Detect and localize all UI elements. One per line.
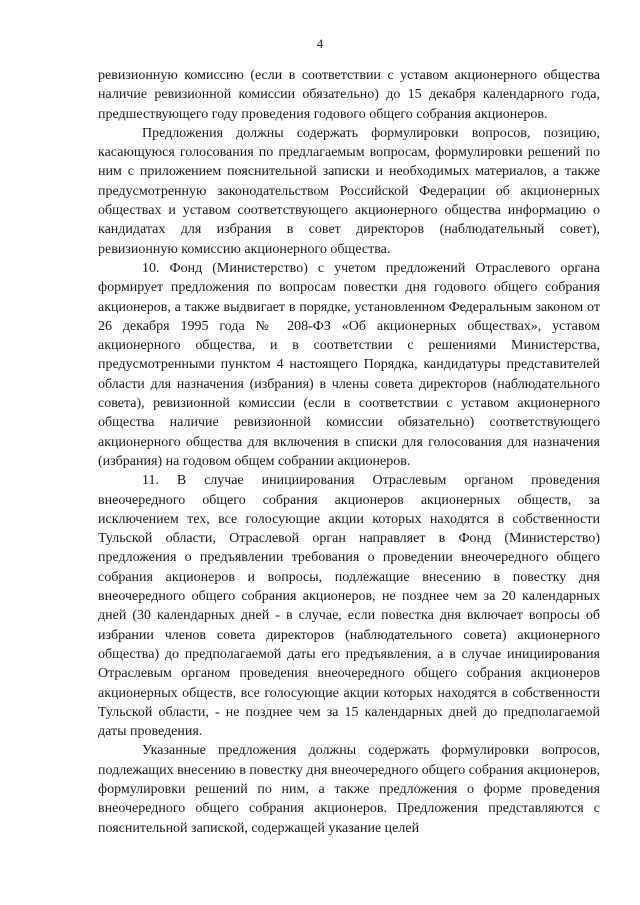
- paragraph-item-10: 10. Фонд (Министерство) с учетом предложений Отраслевого органа формирует предложения по вопросам повестки дня годового общего собрания акционеров, а также выдвигает в порядке, установленном Федеральным законом от 26 декабря 1995 года № 208-ФЗ «Об акционерных обществах», уставом акционерного общества, и в соответствии с решениями Министерства, предусмотренными пунктом 4 настоящего Порядка, кандидатуры представителей области для назначения (избрания) в члены совета директоров (наблюдательного совета), ревизионной комиссии (если в соответствии с уставом акционерного общества наличие ревизионной комиссии обязательно) соответствующего акционерного общества для включения в списки для голосования для назначения (избрания) на годовом общем собрании акционеров.: [98, 260, 600, 469]
- page-number: 4: [316, 36, 324, 51]
- paragraph-continuation: ревизионную комиссию (если в соответствии с уставом акционерного общества наличие ревизионной комиссии обязательно) до 15 декабря календарного года, предшествующего году проведения годового общего собрания акционеров.: [98, 68, 600, 122]
- document-body: [98, 66, 600, 838]
- paragraph-extraordinary-proposals: Указанные предложения должны содержать формулировки вопросов, подлежащих внесению в повестку дня внеочередного общего собрания акционеров, формулировки решений по ним, а также предложения о форме проведения внеочередного общего собрания акционеров. Предложения представляются с пояснительной запиской, содержащей указание целей: [98, 743, 601, 836]
- paragraph-item-11: 11. В случае инициирования Отраслевым органом проведения внеочередного общего собрания акционеров акционерных обществ, за исключением тех, все голосующие акции которых находятся в собственности Тульской области, Отраслевой орган направляет в Фонд (Министерство) предложения о предъявлении требования о проведении внеочередного общего собрания акционеров и вопросы, подлежащие внесению в повестку дня внеочередного общего собрания акционеров, не позднее чем за 20 календарных дней (30 календарных дней - в случае, если повестка дня включает вопросы об избрании членов совета директоров (наблюдательного совета) акционерного общества) до предполагаемой даты его предъявления, а в случае инициирования Отраслевым органом проведения внеочередного общего собрания акционеров акционерных обществ, все голосующие акции которых находятся в собственности Тульской области, - не позднее чем за 15 календарных дней до предполагаемой даты проведения.: [98, 473, 600, 740]
- paragraph-proposals-content: Предложения должны содержать формулировки вопросов, позицию, касающуюся голосования по предлагаемым вопросам, формулировки решений по ним с приложением пояснительной записки и необходимых материалов, а также предусмотренную законодательством Российской Федерации об акционерных обществах и уставом соответствующего акционерного общества информацию о кандидатах для избрания в совет директоров (наблюдательный совет), ревизионную комиссию акционерного общества.: [98, 125, 600, 257]
